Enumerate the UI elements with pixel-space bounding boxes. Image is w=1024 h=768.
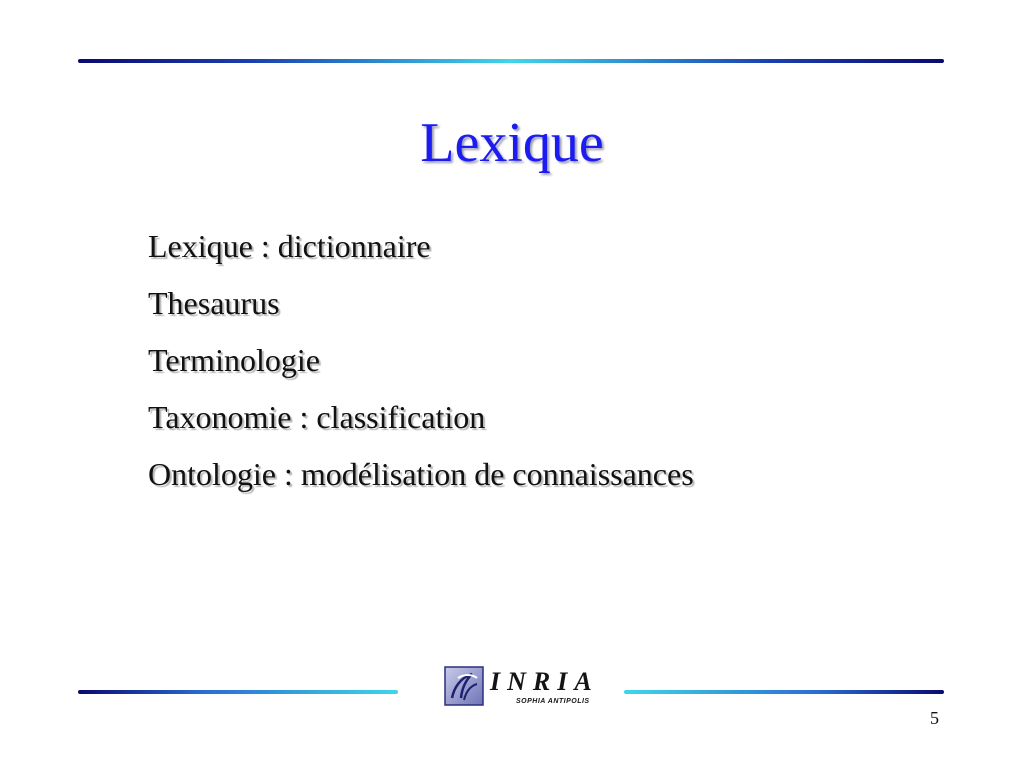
list-item: Ontologie : modélisation de connaissances bbox=[148, 456, 694, 492]
inria-logo bbox=[444, 666, 599, 708]
list-item: Taxonomie : classification bbox=[148, 399, 486, 435]
list-item: Lexique : dictionnaire bbox=[148, 228, 431, 264]
list-item: Thesaurus bbox=[148, 285, 280, 321]
bottom-left-divider bbox=[78, 690, 398, 694]
slide-title: Lexique bbox=[420, 112, 604, 174]
logo-subtitle: SOPHIA ANTIPOLIS bbox=[516, 698, 590, 705]
list-item: Terminologie bbox=[148, 342, 320, 378]
logo-wordmark: INRIA bbox=[490, 667, 599, 696]
page-number: 5 bbox=[930, 708, 939, 728]
bottom-right-divider bbox=[624, 690, 944, 694]
inria-logo-mark-icon bbox=[444, 666, 484, 706]
bullet-list bbox=[148, 218, 694, 503]
top-divider bbox=[78, 59, 944, 63]
